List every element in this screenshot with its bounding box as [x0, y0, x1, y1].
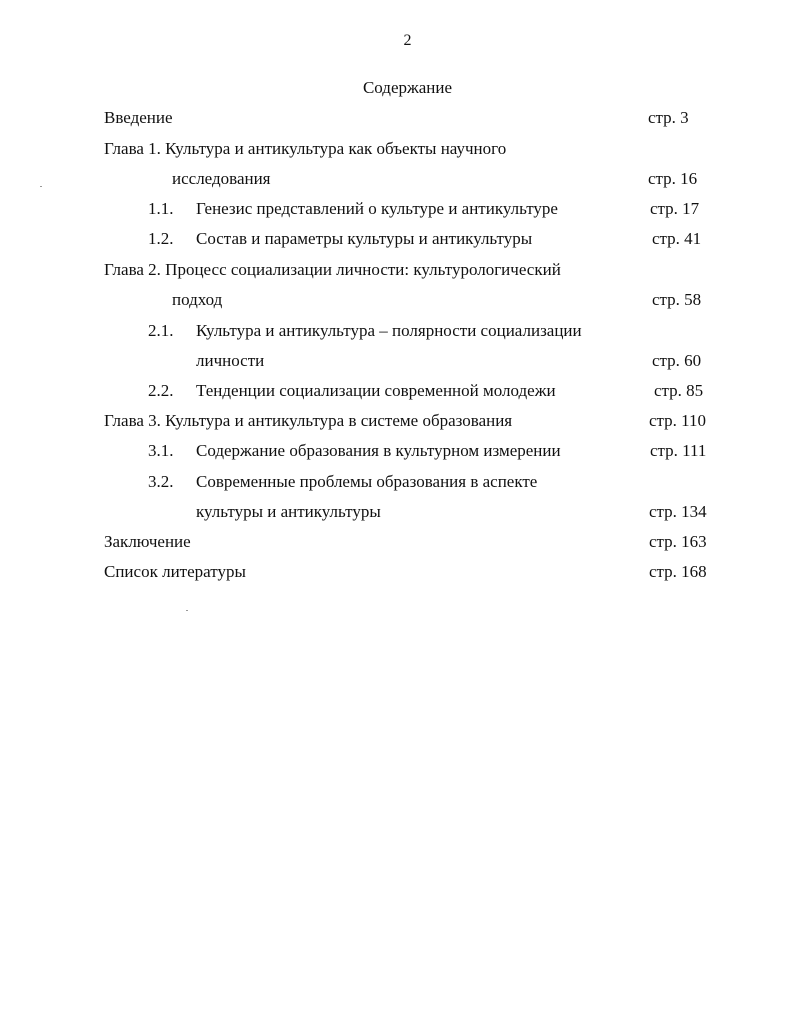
toc-entry-page: стр. 110	[649, 411, 707, 430]
toc-entry-section-3-2	[0, 470, 795, 494]
toc-entry-page: стр. 111	[650, 441, 707, 460]
toc-entry-number: 2.2.	[148, 381, 174, 400]
toc-entry-text: Заключение	[104, 532, 191, 551]
toc-entry-section-1-2	[0, 227, 795, 251]
page-number: 2	[403, 32, 412, 49]
toc-entry-chapter-3	[0, 409, 795, 433]
toc-entry-page: стр. 3	[648, 108, 689, 127]
toc-entry-text: Тенденции социализации современной молодежи	[196, 381, 556, 400]
toc-entry-text: Содержание образования в культурном измерении	[196, 441, 561, 460]
toc-entry-text: Генезис представлений о культуре и антикультуре	[196, 199, 558, 218]
toc-entry-text: Глава 1. Культура и антикультура как объекты научного	[104, 139, 507, 158]
toc-entry-text: Культура и антикультура – полярности социализации	[196, 321, 582, 340]
toc-entry-section-1-1	[0, 197, 795, 221]
toc-entry-page: стр. 163	[649, 532, 707, 551]
toc-entry-conclusion	[0, 530, 795, 554]
toc-entry-text: Список литературы	[104, 562, 246, 581]
toc-entry-text: Глава 2. Процесс социализации личности: культурологический	[104, 260, 561, 279]
toc-entry-page: стр. 60	[652, 351, 702, 370]
toc-entry-text: Глава 3. Культура и антикультура в системе образования	[104, 411, 513, 430]
scan-speck	[186, 610, 188, 611]
toc-entry-text: Современные проблемы образования в аспекте	[196, 472, 538, 491]
toc-entry-text: Состав и параметры культуры и антикультуры	[196, 229, 533, 248]
toc-entry-chapter-1-continued	[0, 167, 795, 191]
toc-entry-page: стр. 17	[650, 199, 700, 218]
toc-entry-text: исследования	[172, 169, 271, 188]
toc-entry-page: стр. 134	[649, 502, 707, 521]
toc-entry-page: стр. 168	[649, 562, 707, 581]
toc-entry-introduction	[0, 106, 795, 130]
toc-title: Содержание	[362, 78, 453, 97]
toc-entry-bibliography	[0, 560, 795, 584]
toc-entry-section-2-2	[0, 379, 795, 403]
toc-entry-text: подход	[172, 290, 223, 309]
toc-entry-chapter-1	[0, 137, 795, 161]
scan-speck	[40, 186, 42, 187]
toc-entry-chapter-2	[0, 258, 795, 282]
toc-entry-number: 1.2.	[148, 229, 174, 248]
toc-entry-page: стр. 85	[654, 381, 704, 400]
toc-entry-number: 3.1.	[148, 441, 174, 460]
toc-entry-text: Введение	[104, 108, 173, 127]
toc-entry-number: 3.2.	[148, 472, 174, 491]
toc-entry-chapter-2-continued	[0, 288, 795, 312]
toc-entry-page: стр. 41	[652, 229, 702, 248]
toc-entry-page: стр. 16	[648, 169, 698, 188]
toc-entry-text: культуры и антикультуры	[196, 502, 381, 521]
toc-entry-number: 2.1.	[148, 321, 174, 340]
toc-entry-number: 1.1.	[148, 199, 174, 218]
toc-entry-text: личности	[196, 351, 265, 370]
toc-entry-section-2-1-continued	[0, 349, 795, 373]
toc-entry-section-3-1	[0, 439, 795, 463]
toc-entry-section-2-1	[0, 319, 795, 343]
toc-entry-section-3-2-continued	[0, 500, 795, 524]
toc-entry-page: стр. 58	[652, 290, 702, 309]
